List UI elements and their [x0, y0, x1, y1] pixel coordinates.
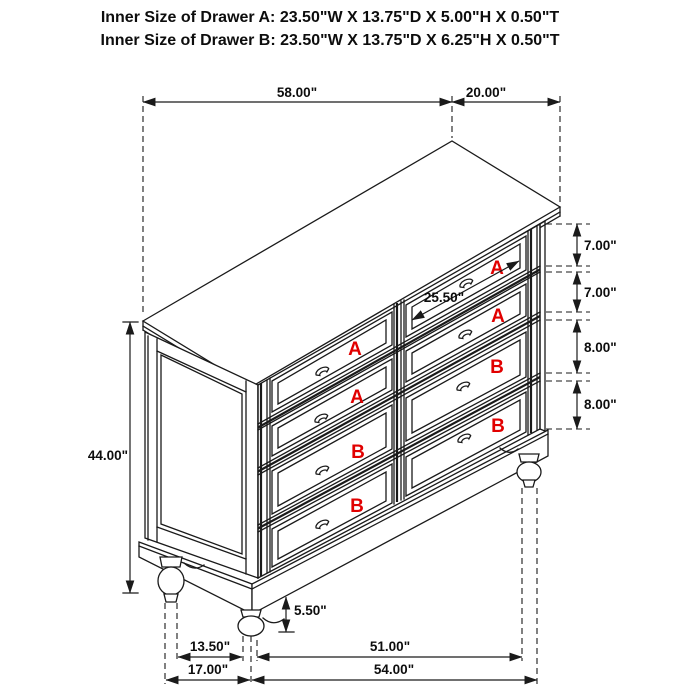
- dresser: [139, 141, 560, 636]
- dimension-label: 51.00": [369, 639, 411, 654]
- drawer-label: A: [348, 339, 362, 360]
- dimension-label: 8.00": [584, 397, 617, 412]
- foot-front-right: [517, 454, 541, 487]
- dimension-drawer-heights: [577, 224, 617, 429]
- drawer-label: A: [490, 258, 504, 279]
- dimension-label: 58.00": [276, 85, 318, 100]
- dimension-feet-spacing-width: [257, 639, 522, 657]
- dimension-label: 17.00": [187, 662, 229, 677]
- dimension-label: 7.00": [584, 238, 617, 253]
- dimension-label: 13.50": [189, 639, 231, 654]
- dimension-base-depth: [166, 662, 250, 680]
- dimension-overall-height: [88, 322, 138, 593]
- dimension-top-width: [143, 85, 452, 102]
- drawer-label: B: [490, 357, 504, 378]
- dimension-base-width: [252, 662, 537, 680]
- dimension-label: 20.00": [465, 85, 507, 100]
- drawer-b-spec: Inner Size of Drawer B: 23.50"W X 13.75"D X 6.25"H X 0.50"T: [100, 32, 560, 49]
- drawer-label: B: [350, 496, 364, 517]
- foot-front-left: [238, 610, 264, 636]
- dimension-label: 44.00": [87, 448, 128, 463]
- dimension-label: 54.00": [373, 662, 415, 677]
- drawer-label: A: [350, 387, 364, 408]
- dimension-label: 8.00": [584, 340, 617, 355]
- drawer-a-spec: Inner Size of Drawer A: 23.50"W X 13.75"D X 5.00"H X 0.50"T: [100, 9, 560, 26]
- dimension-label: 25.50": [423, 290, 465, 305]
- foot-back-left: [158, 557, 184, 602]
- dimension-feet-spacing-depth: [178, 639, 242, 657]
- drawer-label: B: [351, 442, 365, 463]
- drawer-label: A: [491, 306, 505, 327]
- dimension-label: 7.00": [584, 285, 617, 300]
- dimension-top-depth: [452, 85, 560, 102]
- dimension-label: 5.50": [294, 603, 327, 618]
- dimension-foot-height: [279, 597, 327, 632]
- drawer-label: B: [491, 416, 505, 437]
